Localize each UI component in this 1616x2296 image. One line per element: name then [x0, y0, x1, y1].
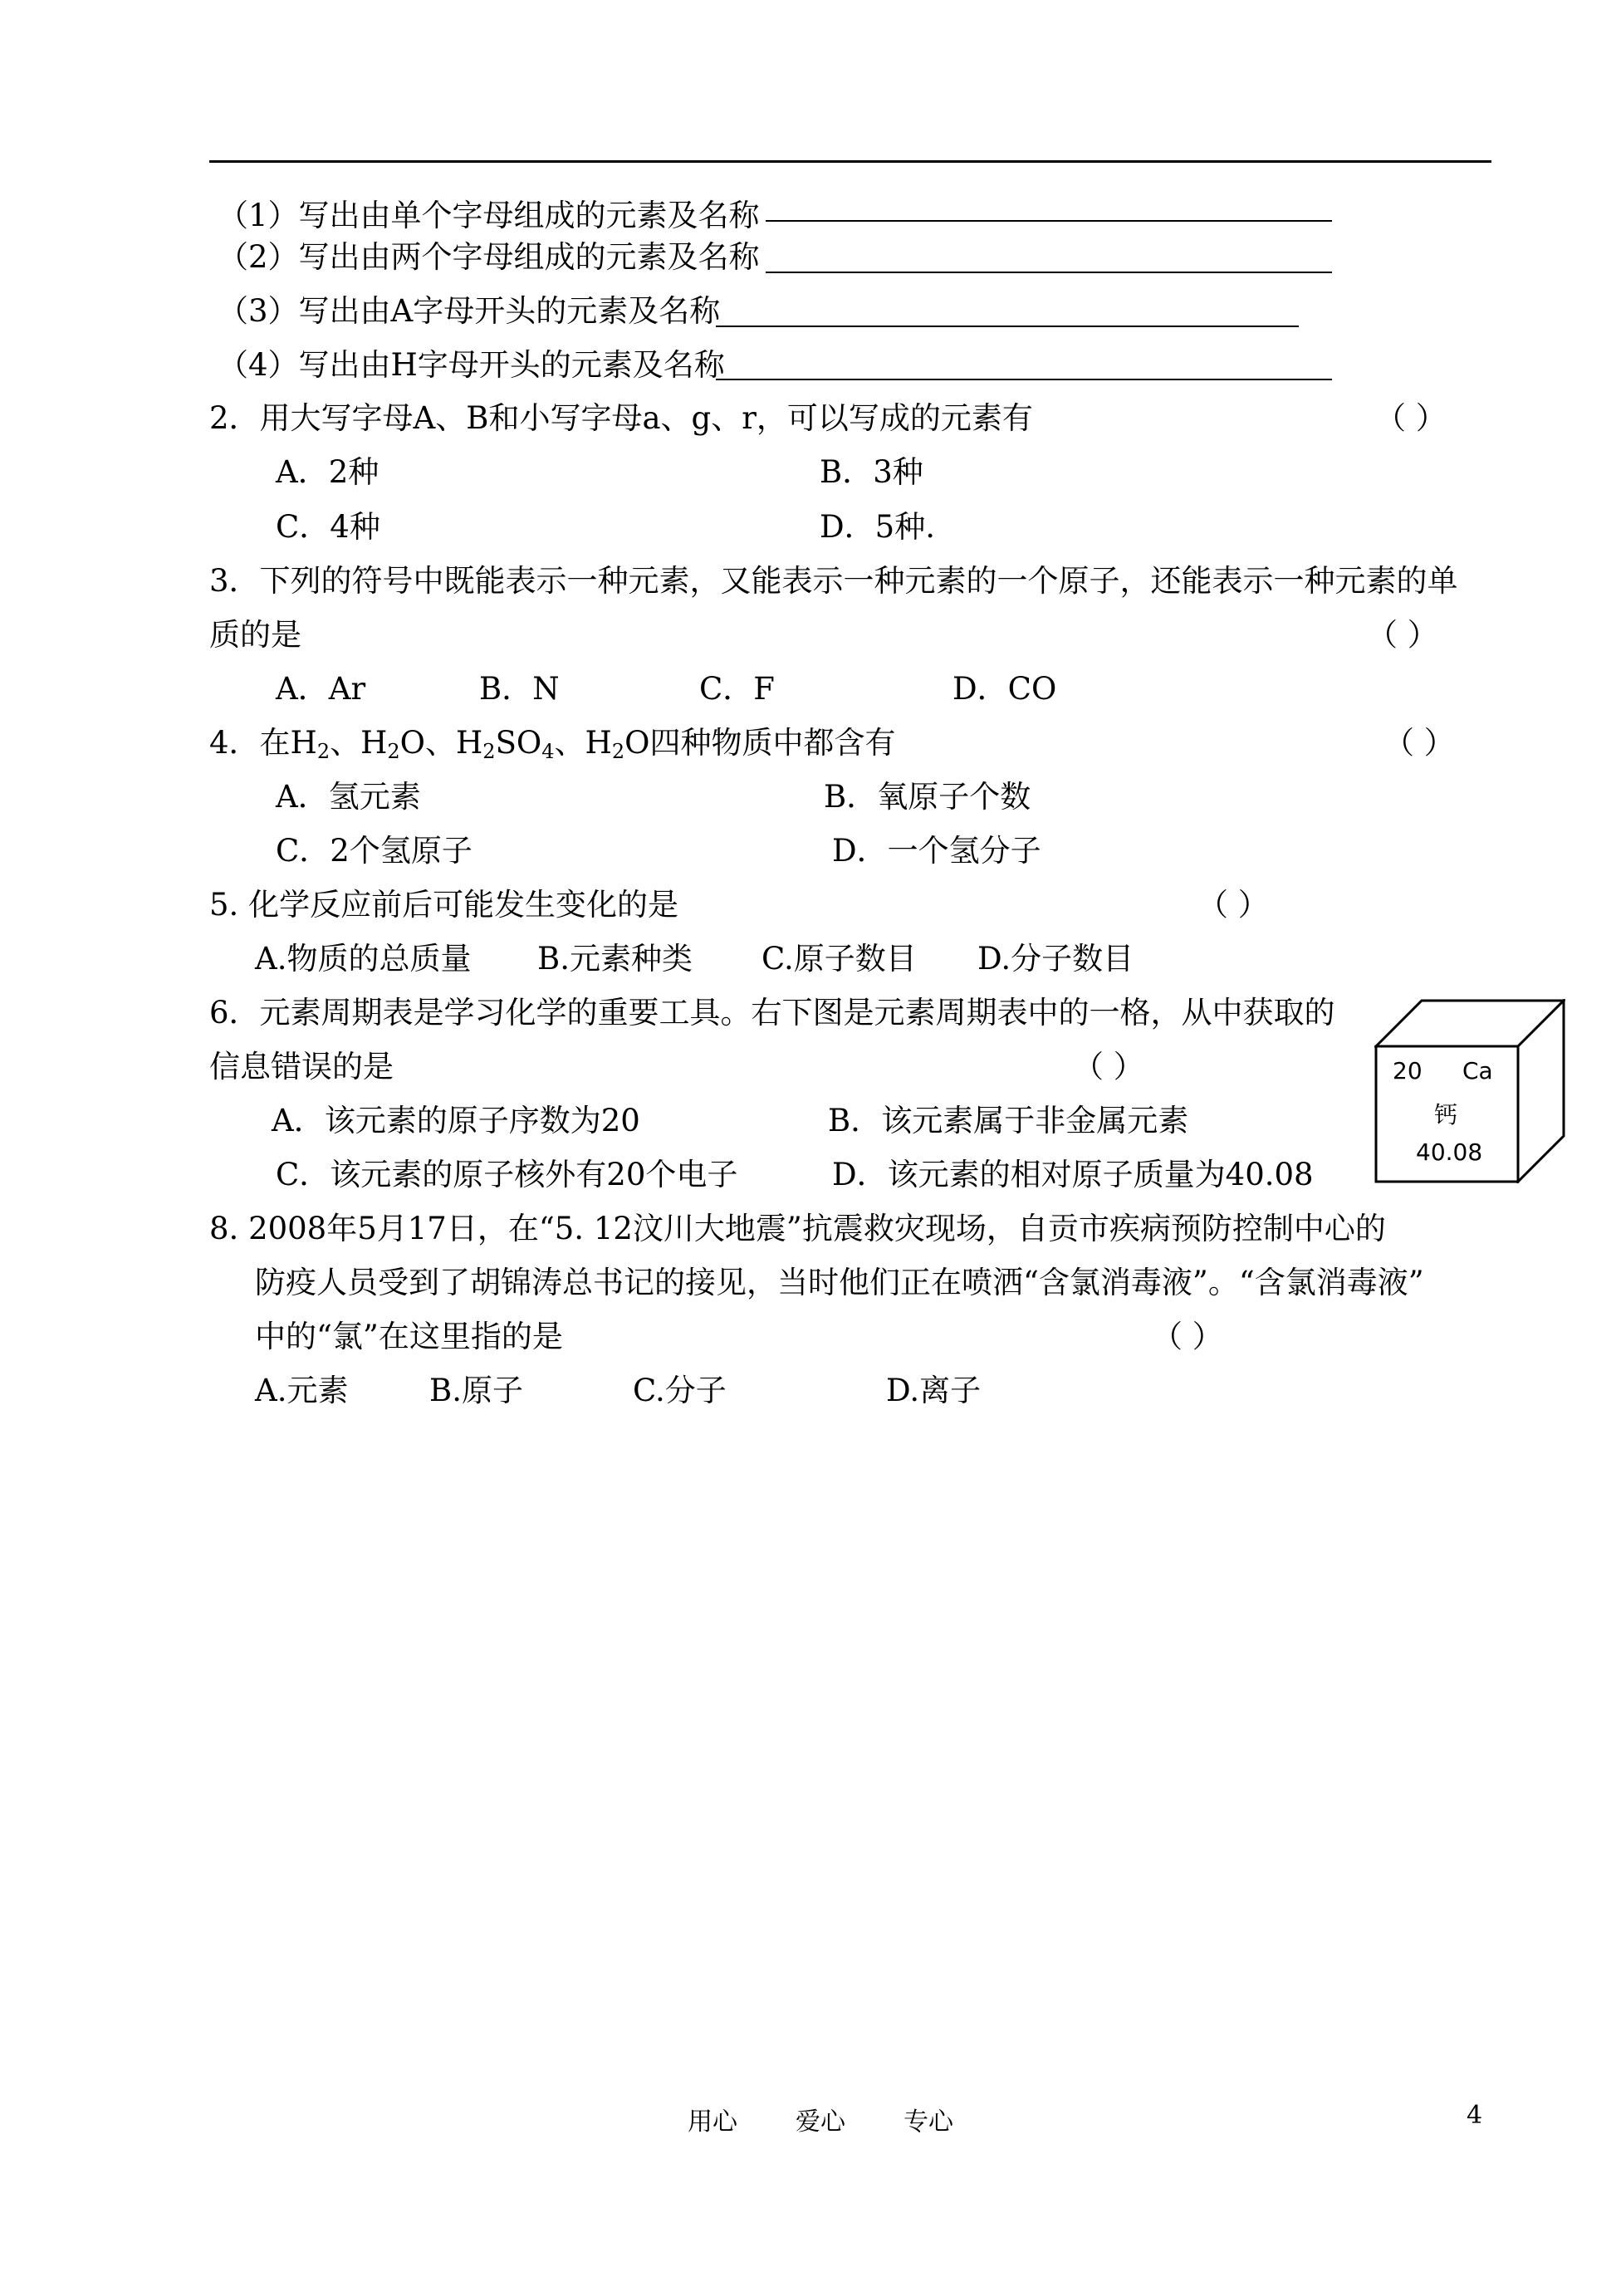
- element-name: 钙: [1434, 1101, 1458, 1128]
- q4-option-c[interactable]: C．2个氢原子: [276, 833, 473, 869]
- q8-option-a[interactable]: A.元素: [255, 1373, 349, 1408]
- q6-stem-line1: 6．元素周期表是学习化学的重要工具。右下图是元素周期表中的一格，从中获取的: [209, 995, 1335, 1031]
- q6-option-a[interactable]: A．该元素的原子序数为20: [272, 1103, 640, 1138]
- q2-stem: 2．用大写字母A、B和小写字母a、g、r，可以写成的元素有: [209, 400, 1033, 436]
- q1-sub3-blank[interactable]: [716, 326, 1299, 327]
- q3-option-d[interactable]: D．CO: [952, 671, 1057, 707]
- q3-stem-line1: 3．下列的符号中既能表示一种元素，又能表示一种元素的一个原子，还能表示一种元素的单: [209, 563, 1458, 599]
- q2-option-b[interactable]: B．3种: [820, 454, 923, 490]
- q6-option-b[interactable]: B．该元素属于非金属元素: [828, 1103, 1189, 1138]
- q4-option-b[interactable]: B．氧原子个数: [824, 779, 1031, 815]
- q3-answer-paren[interactable]: （ ）: [1367, 617, 1438, 653]
- q1-sub1-blank[interactable]: [766, 220, 1332, 222]
- footer-motto-1: 用心: [688, 2108, 737, 2137]
- q4-option-d[interactable]: D．一个氢分子: [832, 833, 1041, 869]
- q1-sub3: （3）写出由A字母开头的元素及名称: [218, 293, 721, 329]
- q5-option-b[interactable]: B.元素种类: [537, 941, 693, 977]
- q5-option-d[interactable]: D.分子数目: [977, 941, 1134, 977]
- q2-option-d[interactable]: D．5种.: [820, 509, 935, 545]
- q5-option-a[interactable]: A.物质的总质量: [255, 941, 472, 977]
- q3-option-b[interactable]: B．N: [479, 671, 560, 707]
- element-symbol: Ca: [1462, 1057, 1493, 1084]
- q6-option-c[interactable]: C．该元素的原子核外有20个电子: [276, 1157, 738, 1192]
- q4-answer-paren[interactable]: （ ）: [1383, 725, 1455, 761]
- footer-motto-3: 专心: [903, 2108, 953, 2137]
- q2-answer-paren[interactable]: （ ）: [1375, 400, 1447, 436]
- q3-stem-line2: 质的是: [209, 617, 301, 653]
- q3-option-a[interactable]: A．Ar: [276, 671, 366, 707]
- q3-option-c[interactable]: C．F: [699, 671, 775, 707]
- q5-option-c[interactable]: C.原子数目: [761, 941, 917, 977]
- q4-option-a[interactable]: A．氢元素: [276, 779, 421, 815]
- q5-stem: 5. 化学反应前后可能发生变化的是: [209, 887, 679, 923]
- header-rule: [209, 160, 1491, 163]
- q8-option-b[interactable]: B.原子: [429, 1373, 523, 1408]
- element-atomic-mass: 40.08: [1416, 1138, 1483, 1166]
- q8-answer-paren[interactable]: （ ）: [1152, 1319, 1223, 1354]
- q1-sub1: （1）写出由单个字母组成的元素及名称: [218, 198, 760, 233]
- q8-stem-line1: 8. 2008年5月17日，在“5. 12汶川大地震”抗震救灾现场，自贡市疾病预防控制中心的: [209, 1211, 1386, 1246]
- footer-motto-2: 爱心: [796, 2108, 845, 2137]
- q8-option-c[interactable]: C.分子: [633, 1373, 727, 1408]
- q6-option-d[interactable]: D．该元素的相对原子质量为40.08: [832, 1157, 1314, 1192]
- q1-sub4-blank[interactable]: [716, 379, 1332, 380]
- element-atomic-number: 20: [1393, 1057, 1423, 1084]
- q5-answer-paren[interactable]: （ ）: [1197, 887, 1269, 923]
- periodic-table-cell: [1374, 999, 1565, 1183]
- q1-sub4: （4）写出由H字母开头的元素及名称: [218, 347, 725, 383]
- q2-option-a[interactable]: A．2种: [276, 454, 380, 490]
- q4-stem: 4．在$H_2$、$H_2O$、$H_2SO_4$、$H_2O$四种物质中都含有: [209, 725, 896, 763]
- q8-stem-line3: 中的“氯”在这里指的是: [255, 1319, 563, 1354]
- q1-sub2-blank[interactable]: [766, 272, 1332, 273]
- q2-option-c[interactable]: C．4种: [276, 509, 380, 545]
- q6-answer-paren[interactable]: （ ）: [1073, 1049, 1144, 1084]
- q8-stem-line2: 防疫人员受到了胡锦涛总书记的接见，当时他们正在喷洒“含氯消毒液”。“含氯消毒液”: [255, 1265, 1424, 1300]
- q1-sub2: （2）写出由两个字母组成的元素及名称: [218, 239, 760, 275]
- q6-stem-line2: 信息错误的是: [209, 1049, 394, 1084]
- page-number: 4: [1467, 2101, 1483, 2130]
- q8-option-d[interactable]: D.离子: [886, 1373, 982, 1408]
